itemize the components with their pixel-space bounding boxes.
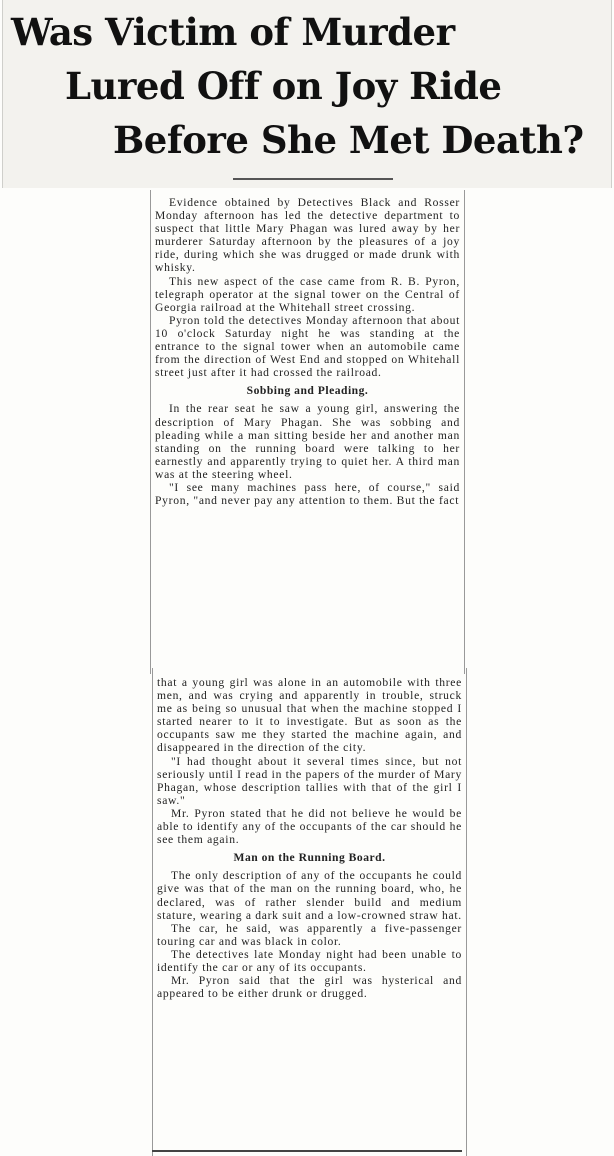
subheading-running-board: Man on the Running Board. <box>233 851 386 865</box>
paragraph: In the rear seat he saw a young girl, answering the description of Mary Phagan. She was sobbing and pleading while a man sitting beside her and another man standing on the running board were talking to her earnestly and apparently trying to quiet her. A third man was at the steering wheel. <box>155 402 460 481</box>
article-column-2 <box>152 668 467 1156</box>
paragraph: Evidence obtained by Detectives Black and Rosser Monday afternoon has led the detective department to suspect that little Mary Phagan was lured away by her murderer Saturday afternoon by the pleasures of a joy ride, during which she was drugged or made drunk with whisky. <box>155 196 460 275</box>
paragraph: The car, he said, was apparently a five-passenger touring car and was black in color. <box>157 921 462 948</box>
headline-line-2: Lured Off on Joy Ride <box>65 64 502 108</box>
paragraph: that a young girl was alone in an automobile with three men, and was crying and apparently in trouble, struck me as being so unusual that when the machine stopped I started nearer to it to investigate. But as soon as the occupants saw me they started the machine again, and disappeared in the direction of the city. <box>157 676 462 755</box>
headline-divider <box>233 178 393 180</box>
paragraph: Mr. Pyron stated that he did not believe he would be able to identify any of the occupants of the car should he see them again. <box>157 806 462 847</box>
subheading-sobbing: Sobbing and Pleading. <box>246 384 369 398</box>
paragraph: The only description of any of the occupants he could give was that of the man on the running board, who, he declared, was of rather slender build and medium stature, wearing a dark suit and a low-crowned straw hat. <box>157 869 462 922</box>
paragraph: Pyron told the detectives Monday afternoon that about 10 o'clock Saturday night he was standing at the entrance to the signal tower when an automobile came from the direction of West End and stopped on Whitehall street just after it had crossed the railroad. <box>155 313 460 380</box>
headline-block <box>2 0 612 188</box>
paragraph: "I had thought about it several times since, but not seriously until I read in the papers of the murder of Mary Phagan, whose description tallies with that of the girl I saw." <box>157 754 462 807</box>
paragraph: Mr. Pyron said that the girl was hysterical and appeared to be either drunk or drugged. <box>157 974 462 1001</box>
bottom-divider <box>152 1150 462 1152</box>
paragraph: "I see many machines pass here, of course," said Pyron, "and never pay any attention to them. But the fact <box>155 480 460 508</box>
headline-line-3: Before She Met Death? <box>113 118 584 162</box>
paragraph: This new aspect of the case came from R. B. Pyron, telegraph operator at the signal tower on the Central of Georgia railroad at the Whitehall street crossing. <box>155 274 460 314</box>
paragraph: The detectives late Monday night had been unable to identify the car or any of its occupants. <box>157 947 462 974</box>
article-column-1 <box>150 190 465 674</box>
headline-line-1: Was Victim of Murder <box>11 10 455 54</box>
